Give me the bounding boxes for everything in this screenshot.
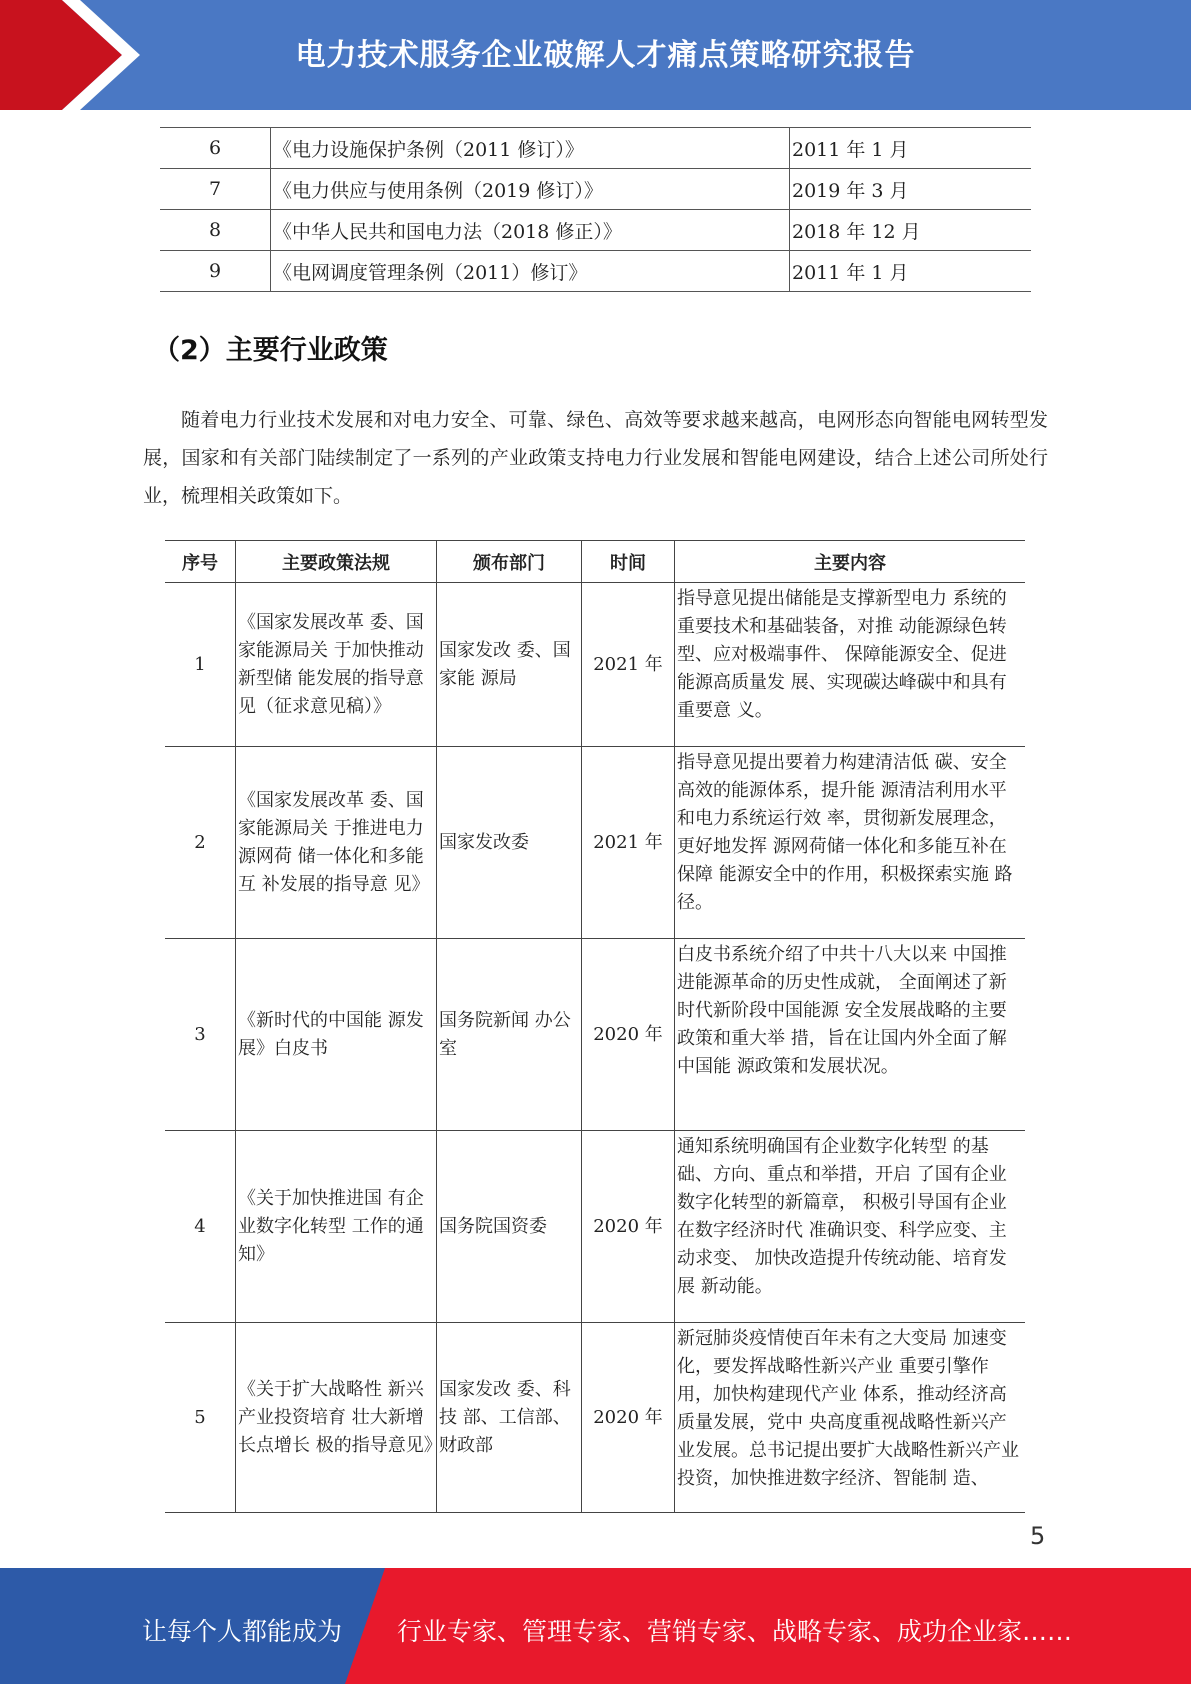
law-number: 7 xyxy=(160,169,271,210)
law-title: 《电力供应与使用条例（2019 修订）》 xyxy=(271,169,790,210)
footer-slogan-right: 行业专家、管理专家、营销专家、战略专家、成功企业家…… xyxy=(397,1617,1073,1646)
section-heading: （2）主要行业政策 xyxy=(153,335,388,366)
policy-number: 1 xyxy=(165,583,236,747)
law-list-table xyxy=(160,127,1031,292)
header-department: 颁布部门 xyxy=(437,541,582,583)
law-date: 2018 年 12 月 xyxy=(790,210,1032,251)
table-row xyxy=(160,128,1031,169)
table-row xyxy=(160,210,1031,251)
policy-table xyxy=(165,540,1025,1513)
table-row xyxy=(165,747,1025,939)
policy-time: 2020 年 xyxy=(582,1131,675,1323)
report-title: 电力技术服务企业破解人才痛点策略研究报告 xyxy=(295,38,916,73)
header-policy: 主要政策法规 xyxy=(236,541,437,583)
law-title: 《电网调度管理条例（2011）修订》 xyxy=(271,251,790,292)
header-band xyxy=(0,0,1191,110)
policy-law: 《关于扩大战略性 新兴产业投资培育 壮大新增长点增长 极的指导意见》 xyxy=(236,1323,437,1513)
policy-number: 5 xyxy=(165,1323,236,1513)
header-number: 序号 xyxy=(165,541,236,583)
law-number: 6 xyxy=(160,128,271,169)
policy-department: 国家发改 委、科技 部、工信部、财政部 xyxy=(437,1323,582,1513)
table-row xyxy=(165,1131,1025,1323)
table-header-row xyxy=(165,541,1025,583)
law-date: 2019 年 3 月 xyxy=(790,169,1032,210)
table-row xyxy=(165,939,1025,1131)
policy-content: 指导意见提出储能是支撑新型电力 系统的重要技术和基础装备，对推 动能源绿色转型、应对极端事件、 保障能源安全、促进能源高质量发 展、实现碳达峰碳中和具有重要意 义。 xyxy=(675,583,1026,747)
header-content: 主要内容 xyxy=(675,541,1026,583)
policy-law: 《国家发展改革 委、国家能源局关 于推进电力源网荷 储一体化和多能互 补发展的指导意 见》 xyxy=(236,747,437,939)
policy-time: 2020 年 xyxy=(582,939,675,1131)
law-date: 2011 年 1 月 xyxy=(790,128,1032,169)
policy-department: 国家发改 委、国家能 源局 xyxy=(437,583,582,747)
policy-department: 国务院国资委 xyxy=(437,1131,582,1323)
table-row xyxy=(160,251,1031,292)
policy-law: 《关于加快推进国 有企业数字化转型 工作的通知》 xyxy=(236,1131,437,1323)
law-title: 《电力设施保护条例（2011 修订）》 xyxy=(271,128,790,169)
policy-number: 3 xyxy=(165,939,236,1131)
law-title: 《中华人民共和国电力法（2018 修正）》 xyxy=(271,210,790,251)
policy-department: 国务院新闻 办公室 xyxy=(437,939,582,1131)
page-number: 5 xyxy=(1030,1522,1046,1550)
policy-content: 新冠肺炎疫情使百年未有之大变局 加速变化，要发挥战略性新兴产业 重要引擎作用，加快构建现代产业 体系，推动经济高质量发展，党中 央高度重视战略性新兴产业发展。总书记提出要扩大战略性新兴产业 投资，加快推进数字经济、智能制 造、 xyxy=(675,1323,1026,1513)
policy-law: 《新时代的中国能 源发展》白皮书 xyxy=(236,939,437,1131)
header-time: 时间 xyxy=(582,541,675,583)
table-row xyxy=(165,583,1025,747)
law-date: 2011 年 1 月 xyxy=(790,251,1032,292)
policy-number: 4 xyxy=(165,1131,236,1323)
law-number: 9 xyxy=(160,251,271,292)
footer-band xyxy=(0,1568,1191,1684)
law-number: 8 xyxy=(160,210,271,251)
policy-content: 白皮书系统介绍了中共十八大以来 中国推进能源革命的历史性成就， 全面阐述了新时代新阶段中国能源 安全发展战略的主要政策和重大举 措，旨在让国内外全面了解中国能 源政策和发展状况。 xyxy=(675,939,1026,1131)
policy-number: 2 xyxy=(165,747,236,939)
policy-content: 指导意见提出要着力构建清洁低 碳、安全高效的能源体系，提升能 源清洁利用水平和电力系统运行效 率，贯彻新发展理念，更好地发挥 源网荷储一体化和多能互补在保障 能源安全中的作用，积极探索实施 路径。 xyxy=(675,747,1026,939)
policy-time: 2021 年 xyxy=(582,583,675,747)
table-row xyxy=(160,169,1031,210)
intro-paragraph: 随着电力行业技术发展和对电力安全、可靠、绿色、高效等要求越来越高，电网形态向智能电网转型发展，国家和有关部门陆续制定了一系列的产业政策支持电力行业发展和智能电网建设，结合上述公司所处行业，梳理相关政策如下。 xyxy=(143,409,1048,507)
policy-law: 《国家发展改革 委、国家能源局关 于加快推动新型储 能发展的指导意见（征求意见稿）》 xyxy=(236,583,437,747)
policy-time: 2020 年 xyxy=(582,1323,675,1513)
policy-content: 通知系统明确国有企业数字化转型 的基础、方向、重点和举措，开启 了国有企业数字化转型的新篇章， 积极引导国有企业在数字经济时代 准确识变、科学应变、主动求变、 加快改造提升传统动能、培育发展 新动能。 xyxy=(675,1131,1026,1323)
table-row xyxy=(165,1323,1025,1513)
policy-department: 国家发改委 xyxy=(437,747,582,939)
footer-slogan-left: 让每个人都能成为 xyxy=(142,1617,343,1646)
policy-time: 2021 年 xyxy=(582,747,675,939)
